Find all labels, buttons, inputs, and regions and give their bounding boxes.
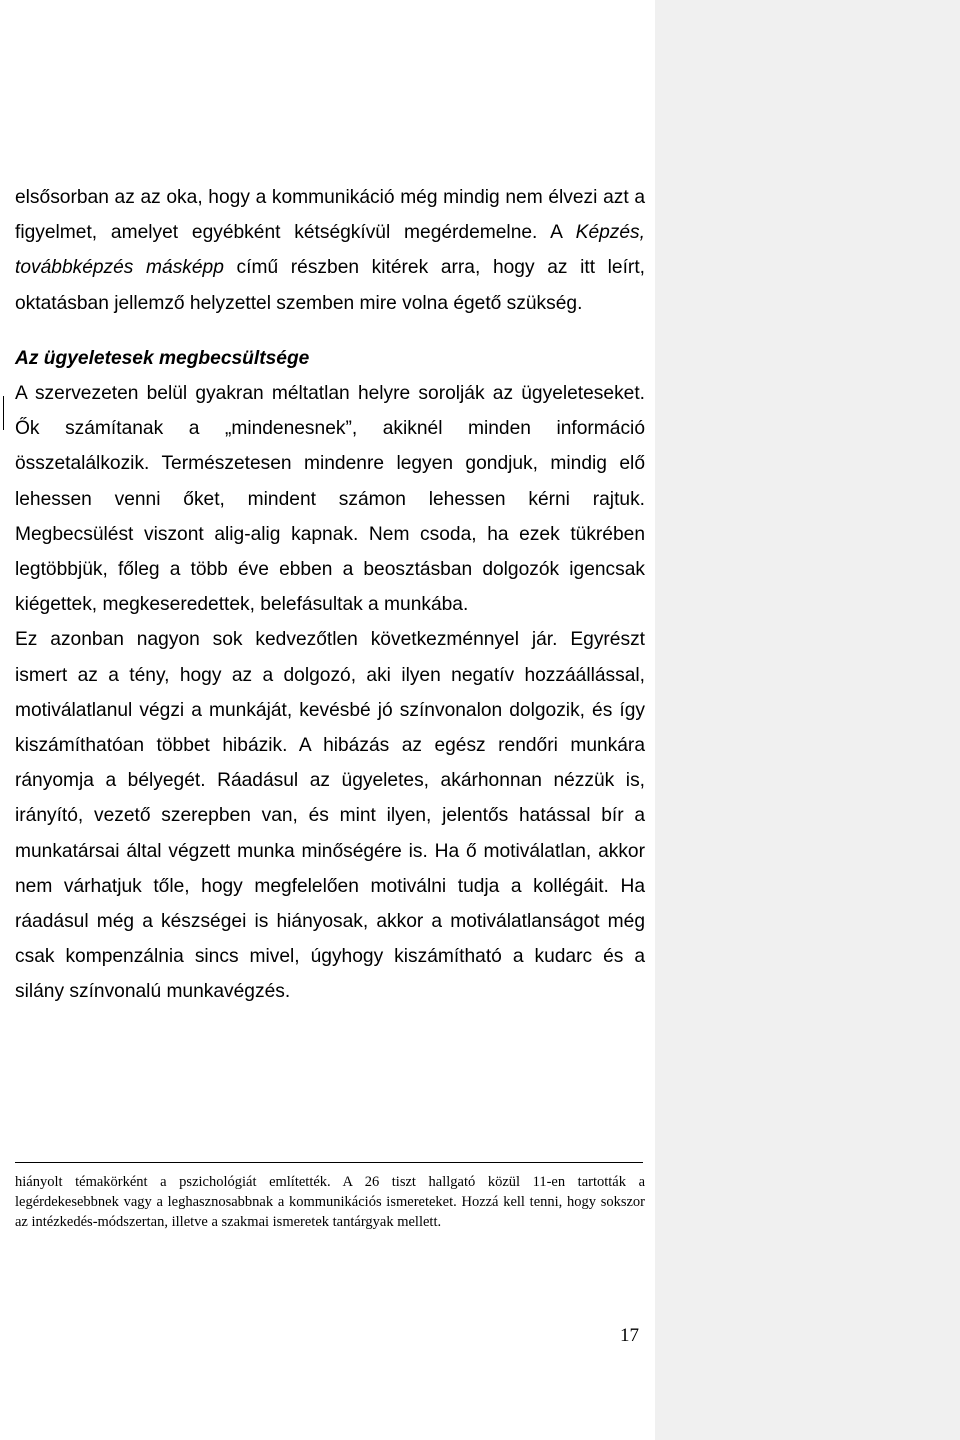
comment-margin-pane bbox=[655, 0, 960, 1440]
paragraph-3: Ez azonban nagyon sok kedvezőtlen következménnyel jár. Egyrészt ismert az a tény, hogy az a dolgozó, aki ilyen negatív hozzáállással, motiválatlanul végzi a munkáját, kevésbé jó színvonalon dolgozik, és így kiszámíthatóan többet hibázik. A hibázás az egész rendőri munkára rányomja a bélyegét. Ráadásul az ügyeletes, akárhonnan nézzük is, irányító, vezető szerepben van, és mint ilyen, jelentős hatással bír a munkatársai által végzett munka minőségére is. Ha ő motiválatlan, akkor nem várhatjuk tőle, hogy megfelelően motiválni tudja a kollégáit. Ha ráadásul még a készségei is hiányosak, akkor a motiválatlanságot még csak kompenzálnia sincs mivel, úgyhogy kiszámítható a kudarc és a silány színvonalú munkavégzés. bbox=[15, 629, 645, 1003]
paragraph-1-text-a: elsősorban az az oka, hogy a kommunikáció még mindig nem élvezi azt a figyelmet, amelyet egyébként kétségkívül megérdemelne. A bbox=[15, 187, 645, 244]
document-page bbox=[15, 180, 645, 1010]
paragraph-2: A szervezeten belül gyakran méltatlan helyre sorolják az ügyeleteseket. Ők számítanak a „mindenesnek”, akiknél minden információ összetalálkozik. Természetesen mindenre legyen gondjuk, mindig elő lehessen venni őket, mindent számon lehessen kérni rajtuk. Megbecsülést viszont alig-alig kapnak. Nem csoda, ha ezek tükrében legtöbbjük, főleg a több éve ebben a beosztásban dolgozók igencsak kiégettek, megkeseredettek, belefásultak a munkába. bbox=[15, 383, 645, 616]
change-bar bbox=[3, 396, 4, 430]
footnote-text: hiányolt témakörként a pszichológiát említették. A 26 tiszt hallgató közül 11-en tartották a legérdekesebbnek vagy a leghasznosabbnak a kommunikációs ismereteket. Hozzá kell tenni, hogy sokszor az intézkedés-módszertan, illetve a szakmai ismeretek tantárgyak mellett. bbox=[15, 1174, 645, 1230]
paragraph-1 bbox=[15, 180, 645, 321]
section-heading: Az ügyeletesek megbecsültsége bbox=[15, 347, 310, 369]
paragraph-1-text-b: című részben kitérek arra, hogy az itt leírt, oktatásban jellemző helyzettel szemben mire volna égető szükség. bbox=[15, 257, 645, 314]
paragraph-1-italic-title: Képzés, továbbképzés másképp bbox=[15, 222, 645, 279]
footnote-separator bbox=[15, 1162, 643, 1163]
page-number: 17 bbox=[620, 1325, 639, 1346]
